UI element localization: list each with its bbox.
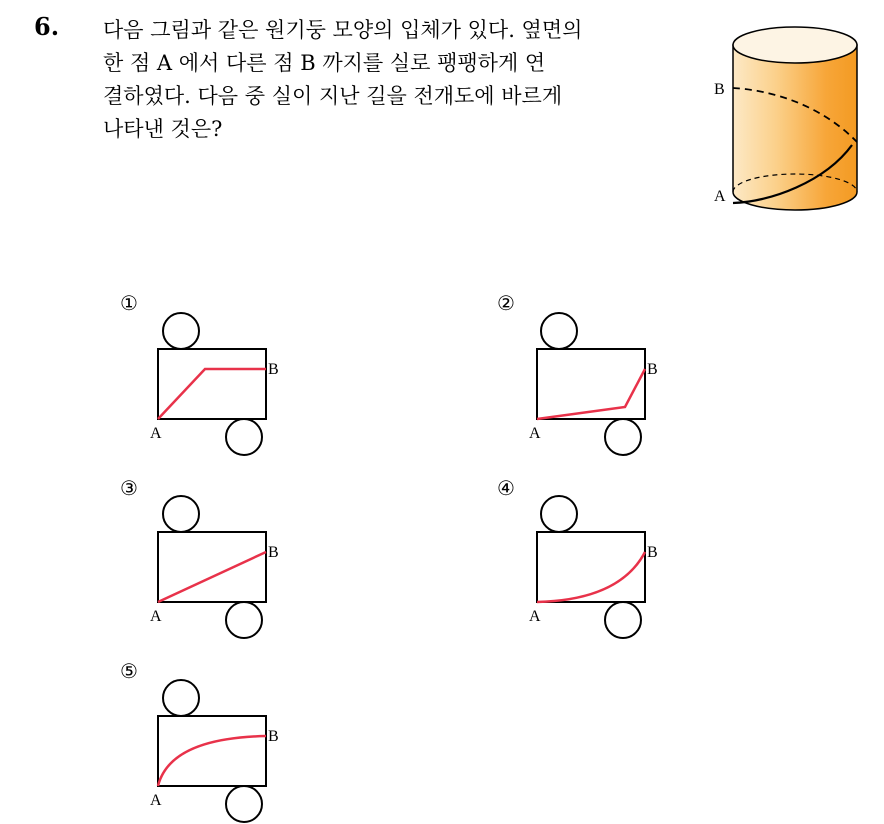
choice-4-marker: ④ [497,476,515,500]
choice-2-label-b: B [647,361,658,378]
choice-5[interactable] [120,659,279,822]
choice-1-label-a: A [150,425,162,442]
choice-5-bottom-circle [226,786,262,822]
choice-4-net-rect [537,532,645,602]
choice-3-bottom-circle [226,602,262,638]
choice-3[interactable] [120,476,279,638]
question-number: 6. [34,12,60,41]
choice-5-top-circle [163,680,199,716]
choice-5-label-b: B [268,728,279,745]
choice-3-label-a: A [150,608,162,625]
choice-1-marker: ① [120,291,138,315]
point-a-label: A [714,188,726,205]
choice-4-top-circle [541,496,577,532]
choice-4-label-b: B [647,544,658,561]
choice-5-marker: ⑤ [120,659,138,683]
choice-2[interactable] [497,291,658,455]
choice-3-top-circle [163,496,199,532]
choice-1-net-rect [158,349,266,419]
choice-4-bottom-circle [605,602,641,638]
choice-4[interactable] [497,476,658,638]
question-line: 결하였다. 다음 중 실이 지난 길을 전개도에 바르게 [103,84,563,108]
choice-1[interactable] [120,291,279,455]
choice-3-path [158,552,266,602]
point-b-label: B [714,81,725,98]
choice-5-label-a: A [150,792,162,809]
choice-1-bottom-circle [226,419,262,455]
cylinder-body [733,45,857,210]
choice-2-top-circle [541,313,577,349]
question-line: 다음 그림과 같은 원기둥 모양의 입체가 있다. 옆면의 [103,18,583,42]
choice-2-marker: ② [497,291,515,315]
cylinder-figure [714,27,857,210]
choice-5-path [158,736,266,786]
choice-1-top-circle [163,313,199,349]
choice-1-label-b: B [268,361,279,378]
question-line: 나타낸 것은? [103,117,223,141]
choice-4-path [537,552,645,602]
question-line: 한 점 A 에서 다른 점 B 까지를 실로 팽팽하게 연 [103,51,546,75]
choice-3-marker: ③ [120,476,138,500]
cylinder-top [733,27,857,63]
choice-5-net-rect [158,716,266,786]
choice-2-label-a: A [529,425,541,442]
choice-2-path [537,369,645,419]
choice-4-label-a: A [529,608,541,625]
choice-2-net-rect [537,349,645,419]
choice-3-label-b: B [268,544,279,561]
choice-3-net-rect [158,532,266,602]
choice-2-bottom-circle [605,419,641,455]
choice-1-path [158,369,266,419]
